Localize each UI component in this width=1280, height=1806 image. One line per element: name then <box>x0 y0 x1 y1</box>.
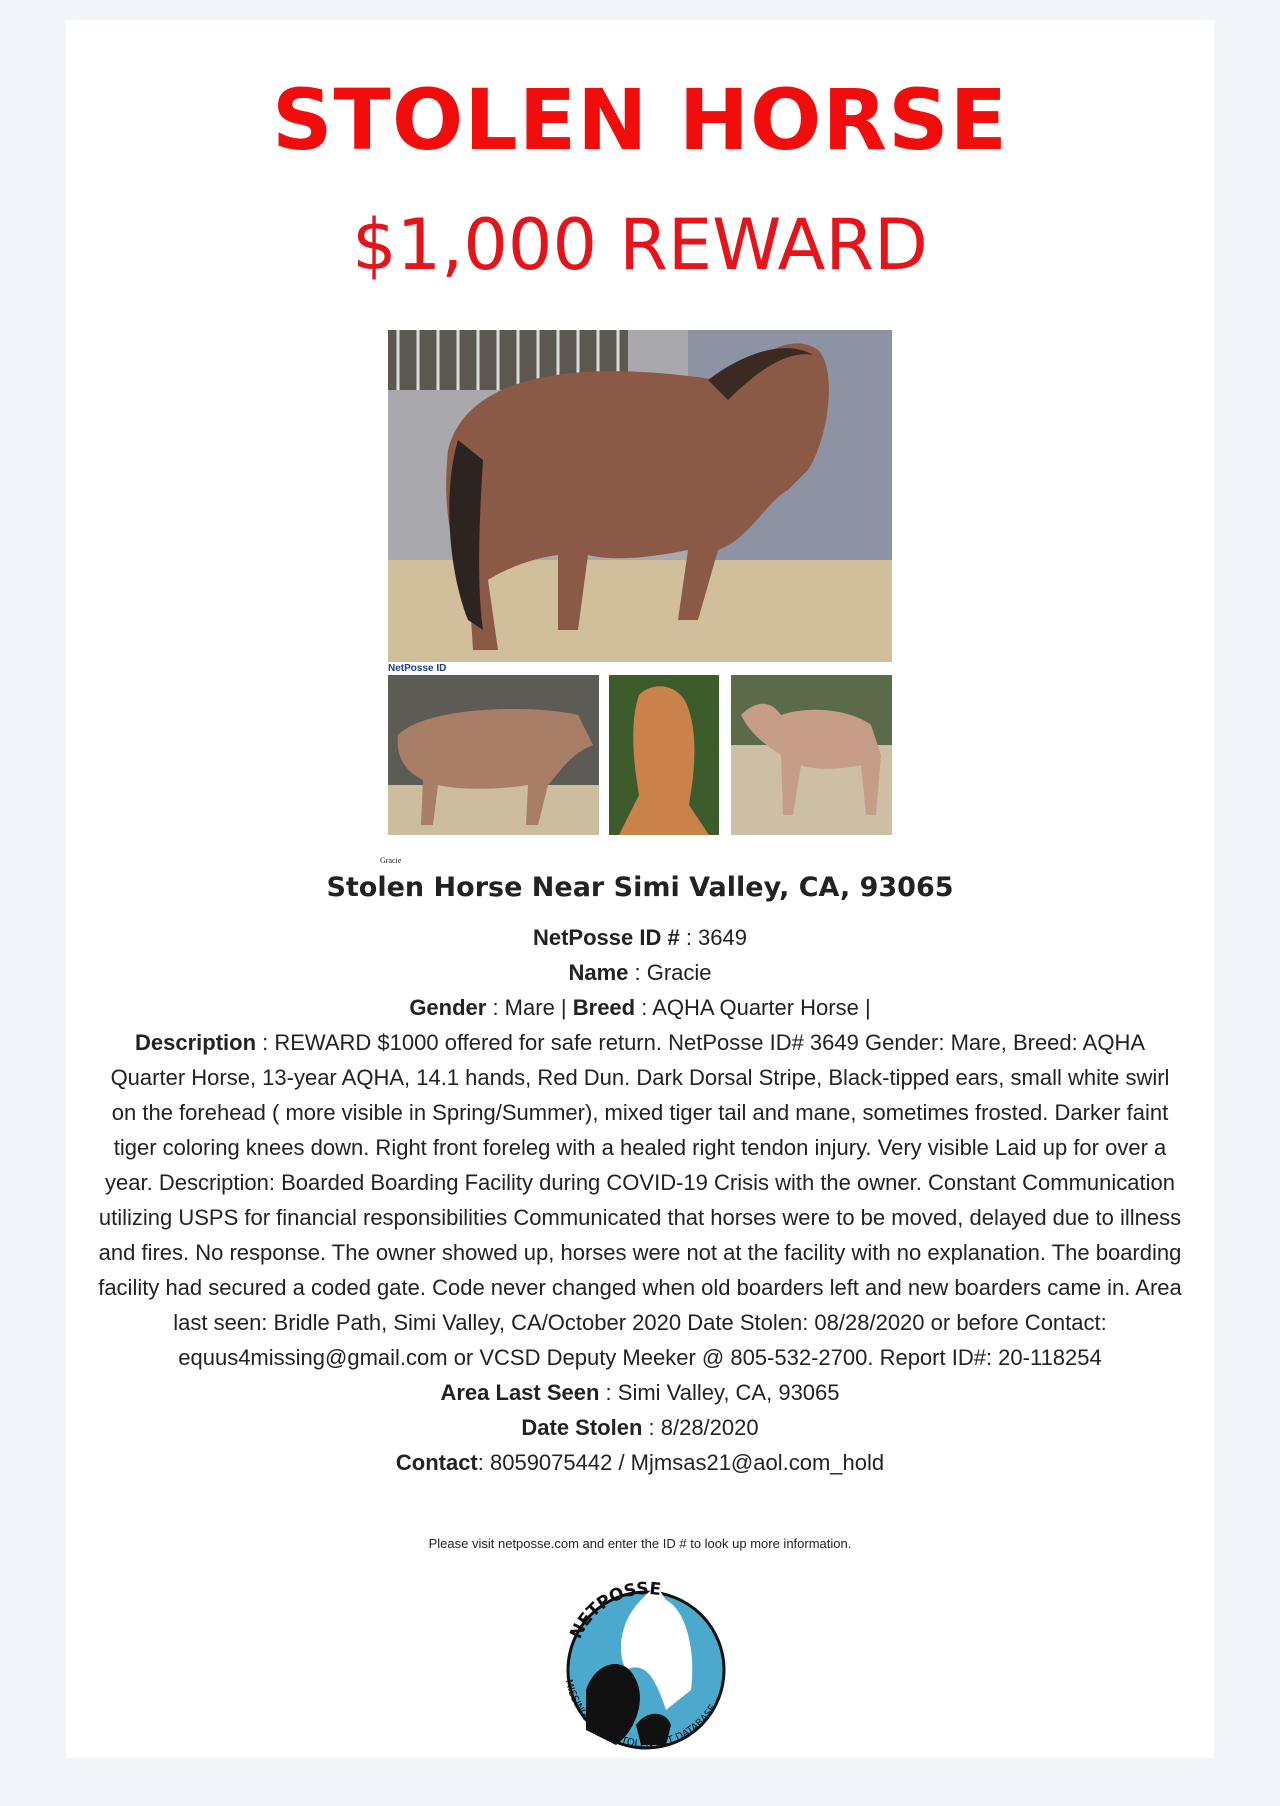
detail-contact-value: : 8059075442 / Mjmsas21@aol.com_hold <box>477 1450 885 1475</box>
detail-contact-label: Contact <box>395 1450 478 1475</box>
detail-gender-breed <box>96 990 1184 1025</box>
detail-description-label: Description <box>134 1030 257 1055</box>
detail-name-value: : Gracie <box>628 960 712 985</box>
netposse-logo <box>546 1560 746 1760</box>
detail-area-label: Area Last Seen <box>440 1380 600 1405</box>
logo-top-text: NETPOSSE <box>566 1578 663 1643</box>
visit-netposse-note: Please visit netposse.com and enter the ID # to look up more information. <box>428 1536 852 1551</box>
detail-date <box>96 1410 1184 1445</box>
detail-breed-value: : AQHA Quarter Horse | <box>635 995 871 1020</box>
detail-id <box>96 920 1184 955</box>
detail-description <box>96 1025 1184 1375</box>
detail-id-value: : 3649 <box>679 925 747 950</box>
horse-thumb-face <box>609 675 719 835</box>
reward-amount: $1,000 REWARD <box>352 204 928 286</box>
poster-headline: STOLEN HORSE <box>272 71 1008 169</box>
poster-page <box>66 20 1214 1758</box>
detail-name-label: Name <box>568 960 629 985</box>
horse-thumb-stable <box>388 675 599 835</box>
detail-id-label: NetPosse ID # <box>532 925 680 950</box>
horse-thumb-arena <box>731 675 892 835</box>
detail-area <box>96 1375 1184 1410</box>
location-title: Stolen Horse Near Simi Valley, CA, 93065 <box>326 872 954 903</box>
detail-gender-label: Gender <box>409 995 487 1020</box>
detail-description-value: : REWARD $1000 offered for safe return. NetPosse ID# 3649 Gender: Mare, Breed: AQHA Quarter Horse, 13-year AQHA, 14.1 hands, Red Dun. Dark Dorsal Stripe, Black-tipped ears, small white swirl on the forehead ( more visible in Spring/Summer), mixed tiger tail and mane, sometimes frosted. Darker faint tiger coloring knees down. Right front foreleg with a healed right tendon injury. Very visible Laid up for over a year. Description: Boarded Boarding Facility during COVID-19 Crisis with the owner. Constant Communication utilizing USPS for financial responsibilities Communicated that horses were to be moved, delayed due to illness and fires. No response. The owner showed up, horses were not at the facility with no explanation. The boarding facility had secured a coded gate. Code never changed when old boarders left and new boarders came in. Area last seen: Bridle Path, Simi Valley, CA/October 2020 Date Stolen: 08/28/2020 or before Contact: equus4missing@gmail.com or VCSD Deputy Meeker @ 805-532-2700. Report ID#: 20-118254 <box>98 1030 1182 1370</box>
logo-bottom-text: MISSING, LOST, STOLEN PET DATABASE <box>562 1678 719 1751</box>
detail-name <box>96 955 1184 990</box>
detail-area-value: : Simi Valley, CA, 93065 <box>599 1380 840 1405</box>
netposse-watermark: NetPosse ID <box>388 663 447 674</box>
horse-main-photo <box>388 330 892 662</box>
horse-details <box>96 920 1184 1480</box>
detail-date-label: Date Stolen <box>521 1415 643 1440</box>
detail-date-value: : 8/28/2020 <box>642 1415 759 1440</box>
detail-breed-label: Breed <box>572 995 636 1020</box>
detail-contact <box>96 1445 1184 1480</box>
photo-collage <box>380 330 892 868</box>
detail-gender-value: : Mare | <box>486 995 573 1020</box>
photo-caption: Gracie <box>380 856 402 865</box>
